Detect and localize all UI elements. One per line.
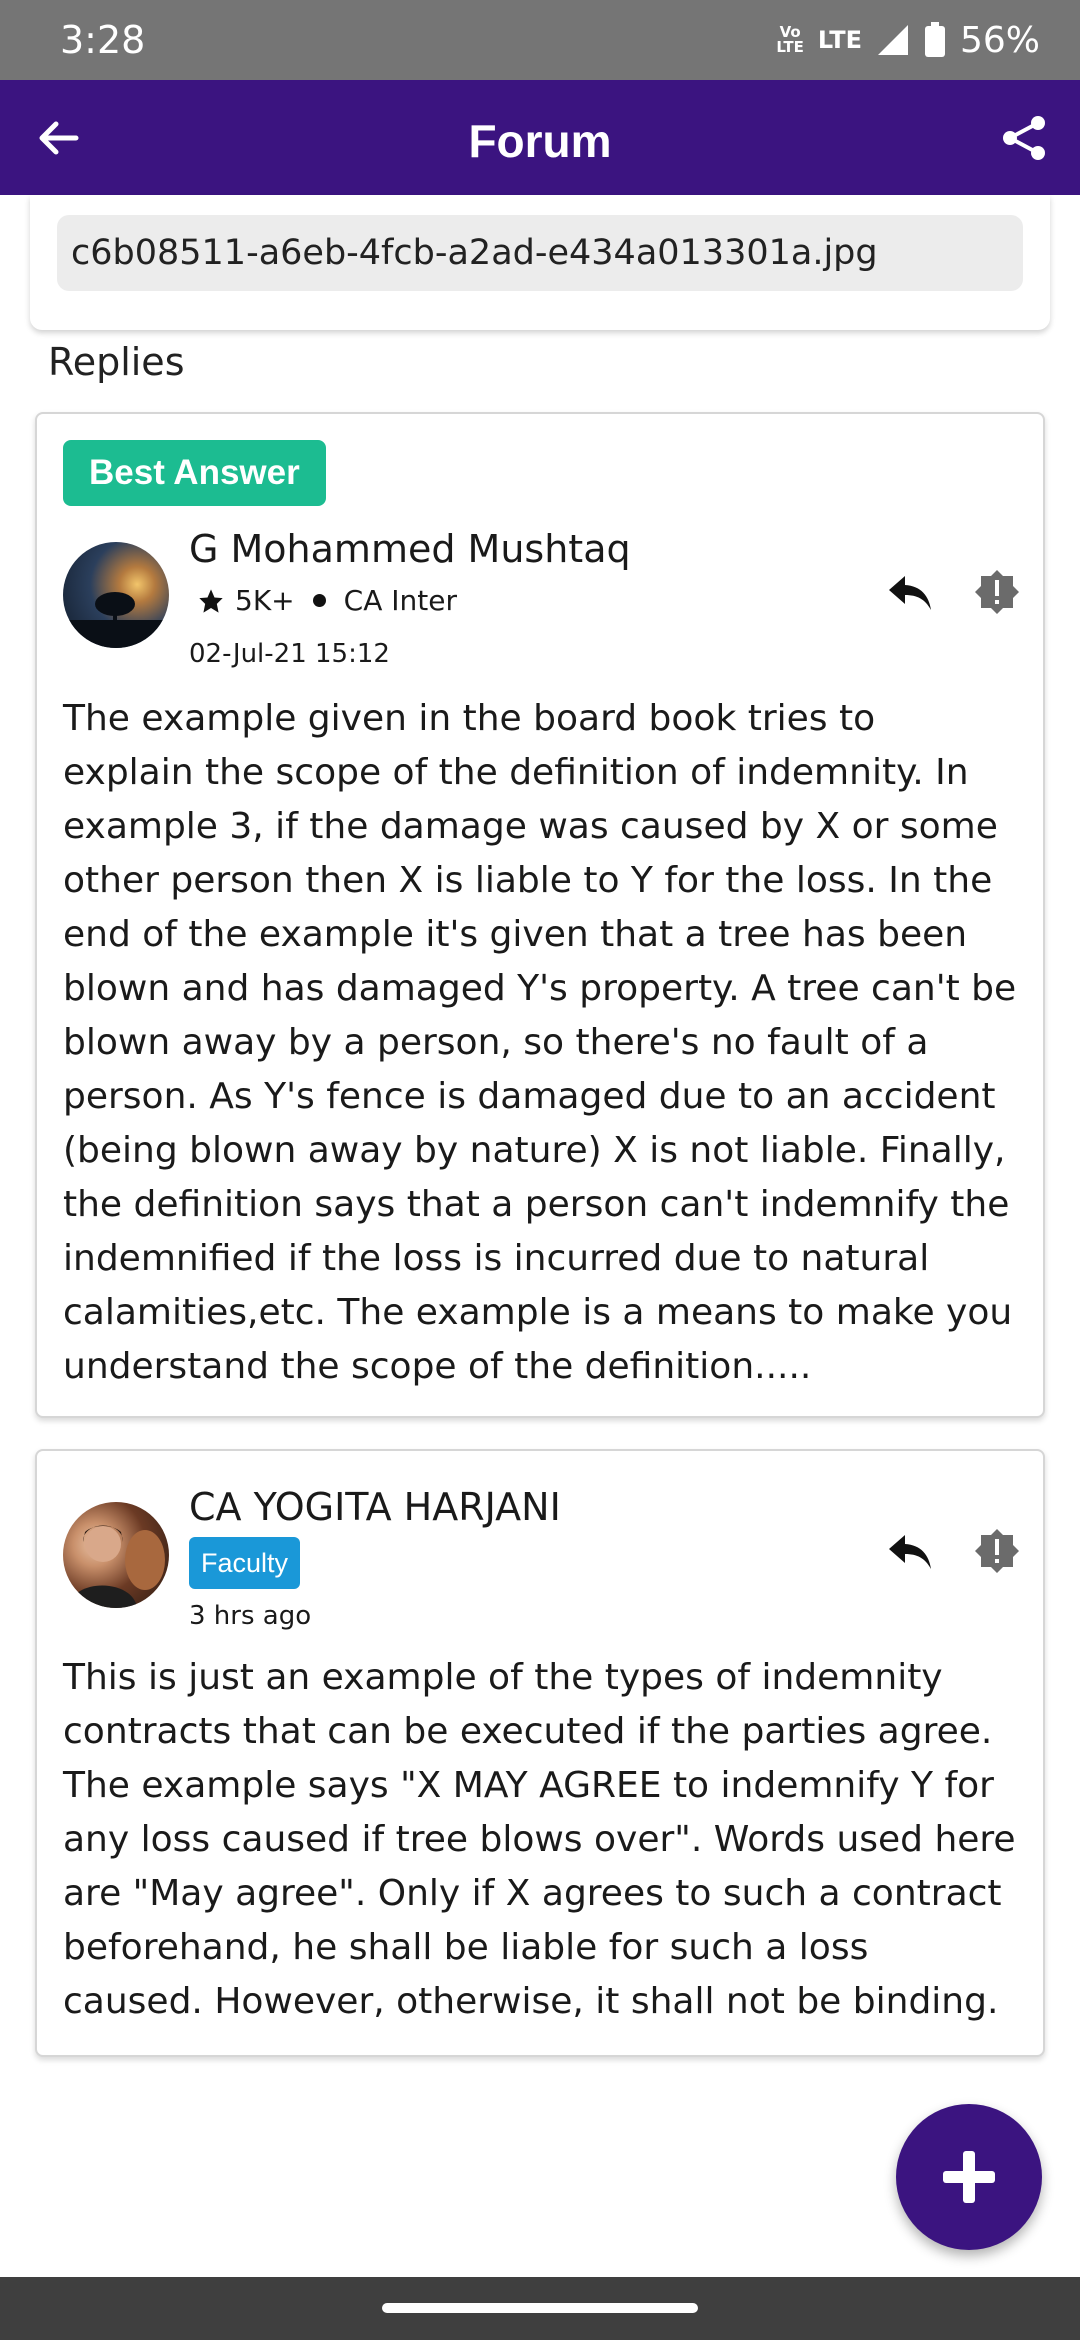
volte-icon xyxy=(776,25,804,55)
volte-bottom-label: LTE xyxy=(776,38,804,56)
report-button[interactable] xyxy=(969,564,1025,620)
replies-heading: Replies xyxy=(48,340,185,384)
attachment-file[interactable]: c6b08511-a6eb-4fcb-a2ad-e434a013301a.jpg xyxy=(57,215,1023,291)
volte-top-label: Vo xyxy=(779,23,801,41)
reply-icon xyxy=(887,1531,933,1571)
reply-card xyxy=(35,1449,1045,2057)
avatar[interactable] xyxy=(63,1502,169,1608)
battery-percent: 56% xyxy=(959,19,1040,61)
share-button[interactable] xyxy=(994,108,1054,168)
reply-body: The example given in the board book tries to explain the scope of the definition of indemnity. In example 3, if the damage was caused by X or some other person then X is liable to Y for the loss. In the end of the example it's given that a tree has been blown and has damaged Y's property. A tree can't be blown away by a person, so there's no fault of a person. As Y's fence is damaged due to an accident (being blown away by nature) X is not liable. Finally, the definition says that a person can't indemnify the indemnified if the loss is incurred due to natural calamities,etc. The example is a means to make you understand the scope of the definition..... xyxy=(63,698,1017,1387)
avatar[interactable] xyxy=(63,542,169,648)
star-icon xyxy=(197,587,225,615)
points-label: 5K+ xyxy=(235,584,295,617)
author-meta xyxy=(197,584,457,617)
battery-icon xyxy=(924,22,946,58)
status-bar xyxy=(0,0,1080,80)
status-icons xyxy=(776,14,1040,66)
plus-icon xyxy=(941,2149,997,2205)
report-button[interactable] xyxy=(969,1523,1025,1579)
separator-dot xyxy=(313,594,326,607)
reply-body: This is just an example of the types of indemnity contracts that can be executed if the parties agree. The example says "X MAY AGREE to indemnify Y for any loss caused if tree blows over". Words used here are "May agree". Only if X agrees to such a contract beforehand, he shall be liable for such a loss caused. However, otherwise, it shall not be binding. xyxy=(63,1657,1016,2022)
faculty-badge: Faculty xyxy=(189,1537,300,1589)
home-gesture-bar[interactable] xyxy=(382,2303,698,2313)
share-icon xyxy=(1000,114,1048,162)
reply-card xyxy=(35,412,1045,1418)
author-name[interactable]: G Mohammed Mushtaq xyxy=(189,527,631,571)
reply-button[interactable] xyxy=(882,1523,938,1579)
report-icon xyxy=(973,1527,1021,1575)
author-name[interactable]: CA YOGITA HARJANI xyxy=(189,1485,561,1529)
report-icon xyxy=(973,568,1021,616)
page-title: Forum xyxy=(468,115,612,167)
status-time: 3:28 xyxy=(60,18,146,62)
reply-button[interactable] xyxy=(882,564,938,620)
person-silhouette xyxy=(63,1502,169,1608)
best-answer-badge: Best Answer xyxy=(63,440,326,506)
reply-icon xyxy=(887,572,933,612)
reply-timestamp: 3 hrs ago xyxy=(189,1601,312,1631)
question-card xyxy=(30,195,1050,330)
signal-icon xyxy=(876,23,910,57)
app-bar xyxy=(0,80,1080,195)
reply-timestamp: 02-Jul-21 15:12 xyxy=(189,639,390,669)
system-nav-bar xyxy=(0,2277,1080,2340)
network-type-label: LTE xyxy=(817,26,862,54)
course-label: CA Inter xyxy=(343,584,457,617)
add-reply-button[interactable] xyxy=(896,2104,1042,2250)
tree-silhouette xyxy=(63,542,169,648)
